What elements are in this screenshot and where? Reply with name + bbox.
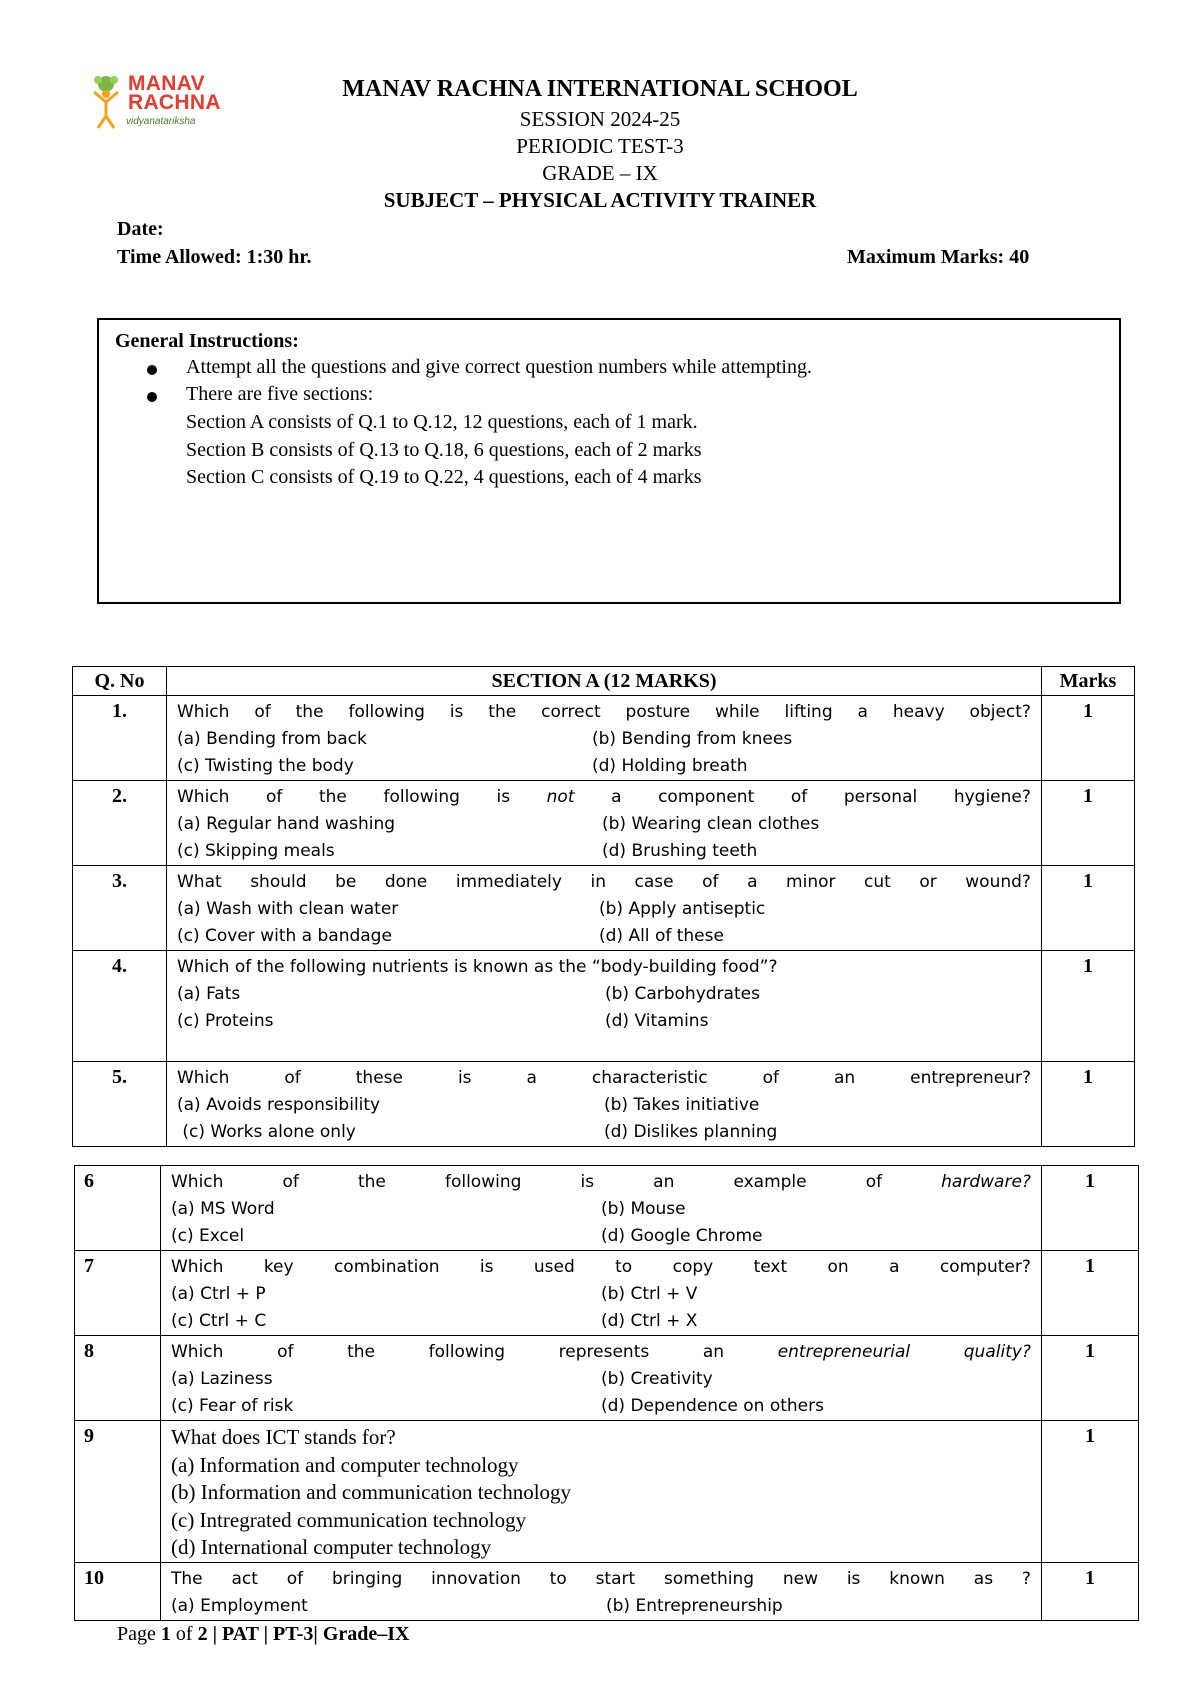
question-row <box>73 696 1135 781</box>
option-c: (c) Proteins <box>177 1011 274 1031</box>
question-number: 9 <box>75 1421 161 1563</box>
grade: GRADE – IX <box>542 161 658 185</box>
option-d: (d) International computer technology <box>171 1535 492 1559</box>
option-d: (d) Vitamins <box>605 1011 709 1031</box>
question-number: 10 <box>75 1563 161 1621</box>
question-row <box>75 1563 1139 1621</box>
question-marks: 1 <box>1042 1336 1139 1421</box>
option-a: (a) Information and computer technology <box>171 1452 519 1477</box>
option-b: (b) Bending from knees <box>592 729 793 749</box>
date-label: Date: <box>117 218 164 240</box>
question-text: The act of bringing innovation to start something new is known as ? <box>171 1569 1031 1589</box>
option-b: (b) Creativity <box>601 1369 713 1389</box>
option-c: (c) Excel <box>171 1226 245 1246</box>
question-text: What does ICT stands for? <box>171 1425 396 1449</box>
question-row <box>73 1062 1135 1147</box>
qno-header: Q. No <box>73 667 167 696</box>
instruction-1: Attempt all the questions and give correct question numbers while attempting. <box>186 356 812 378</box>
question-marks: 1 <box>1042 1421 1139 1563</box>
option-c: (c) Skipping meals <box>177 841 335 861</box>
option-b: (b) Takes initiative <box>604 1095 760 1115</box>
option-d: (d) Holding breath <box>592 756 748 776</box>
option-d: (d) All of these <box>599 926 724 946</box>
page-footer: Page 1 of 2 | PAT | PT-3| Grade–IX <box>117 1623 410 1645</box>
option-c: (c) Cover with a bandage <box>177 926 392 946</box>
option-a: (a) Avoids responsibility <box>177 1095 381 1115</box>
option-c: (c) Intregrated communication technology <box>171 1507 527 1532</box>
question-cell <box>161 1421 1042 1563</box>
question-text: Which of the following nutrients is known as the “body-building food”? <box>177 957 778 977</box>
option-b: (b) Wearing clean clothes <box>602 814 820 834</box>
option-c: (c) Ctrl + C <box>171 1311 267 1331</box>
question-text: Which of these is a characteristic of an entrepreneur? <box>177 1068 1031 1088</box>
option-a: (a) Laziness <box>171 1369 273 1389</box>
subject: SUBJECT – PHYSICAL ACTIVITY TRAINER <box>383 188 817 212</box>
question-text: Which of the following is an example of hardware? <box>171 1172 1031 1192</box>
instructions-heading: General Instructions: <box>115 330 299 352</box>
question-text: What should be done immediately in case of a minor cut or wound? <box>177 872 1031 892</box>
section-a-table <box>72 666 1135 1147</box>
question-text: Which of the following represents an entrepreneurial quality? <box>171 1342 1031 1362</box>
question-number: 2. <box>73 781 167 866</box>
question-number: 6 <box>75 1166 161 1251</box>
option-d: (d) Google Chrome <box>601 1226 763 1246</box>
option-a: (a) Wash with clean water <box>177 899 399 919</box>
question-row <box>73 866 1135 951</box>
option-d: (d) Ctrl + X <box>601 1311 698 1331</box>
question-marks: 1 <box>1042 1251 1139 1336</box>
question-cell <box>167 781 1042 866</box>
question-number: 1. <box>73 696 167 781</box>
logo-tagline: vidyanatariksha <box>126 116 196 127</box>
test-name: PERIODIC TEST-3 <box>516 134 684 158</box>
question-marks: 1 <box>1042 866 1135 951</box>
question-row <box>75 1421 1139 1563</box>
option-a: (a) Regular hand washing <box>177 814 396 834</box>
instruction-section-c: Section C consists of Q.19 to Q.22, 4 questions, each of 4 marks <box>186 466 702 488</box>
session: SESSION 2024-25 <box>519 107 681 131</box>
question-row <box>75 1166 1139 1251</box>
question-cell <box>161 1166 1042 1251</box>
question-marks: 1 <box>1042 1563 1139 1621</box>
question-cell <box>161 1336 1042 1421</box>
option-b: (b) Ctrl + V <box>601 1284 698 1304</box>
question-row <box>73 951 1135 1062</box>
question-marks: 1 <box>1042 781 1135 866</box>
question-text: Which key combination is used to copy text on a computer? <box>171 1257 1031 1277</box>
question-row <box>73 781 1135 866</box>
question-text: Which of the following is the correct posture while lifting a heavy object? <box>177 702 1031 722</box>
question-cell <box>167 1062 1042 1147</box>
question-marks: 1 <box>1042 951 1135 1062</box>
question-marks: 1 <box>1042 696 1135 781</box>
question-number: 8 <box>75 1336 161 1421</box>
question-cell <box>161 1251 1042 1336</box>
option-a: (a) Ctrl + P <box>171 1284 266 1304</box>
question-row <box>75 1251 1139 1336</box>
question-cell <box>167 866 1042 951</box>
option-a: (a) Bending from back <box>177 729 367 749</box>
option-b: (b) Mouse <box>601 1199 686 1219</box>
option-a: (a) Employment <box>171 1596 308 1616</box>
instruction-section-a: Section A consists of Q.1 to Q.12, 12 questions, each of 1 mark. <box>186 411 698 433</box>
option-d: (d) Dislikes planning <box>604 1122 778 1142</box>
option-b: (b) Apply antiseptic <box>599 899 766 919</box>
question-number: 4. <box>73 951 167 1062</box>
school-name: MANAV RACHNA INTERNATIONAL SCHOOL <box>342 76 858 102</box>
question-text: Which of the following is not a component of personal hygiene? <box>177 787 1031 807</box>
question-number: 5. <box>73 1062 167 1147</box>
option-d: (d) Brushing teeth <box>602 841 758 861</box>
option-c: (c) Twisting the body <box>177 756 354 776</box>
general-instructions-box <box>97 318 1121 604</box>
question-cell <box>167 951 1042 1062</box>
marks-header: Marks <box>1042 667 1135 696</box>
question-marks: 1 <box>1042 1062 1135 1147</box>
logo-wordmark: MANAV RACHNA <box>128 72 221 114</box>
option-d: (d) Dependence on others <box>601 1396 824 1416</box>
question-marks: 1 <box>1042 1166 1139 1251</box>
question-cell <box>167 696 1042 781</box>
maximum-marks: Maximum Marks: 40 <box>847 246 1030 268</box>
question-cell <box>161 1563 1042 1621</box>
question-number: 7 <box>75 1251 161 1336</box>
question-row <box>75 1336 1139 1421</box>
section-a-table-continued <box>74 1165 1139 1621</box>
question-number: 3. <box>73 866 167 951</box>
bullet-icon <box>147 365 157 375</box>
table-header-row <box>73 667 1135 696</box>
option-b: (b) Entrepreneurship <box>606 1596 783 1616</box>
option-c: (c) Fear of risk <box>171 1396 294 1416</box>
option-c: (c) Works alone only <box>177 1122 356 1142</box>
time-allowed: Time Allowed: 1:30 hr. <box>117 246 312 268</box>
section-header: SECTION A (12 MARKS) <box>167 667 1042 696</box>
option-b: (b) Carbohydrates <box>605 984 760 1004</box>
instruction-2: There are five sections: <box>186 383 374 405</box>
option-a: (a) MS Word <box>171 1199 275 1219</box>
instruction-section-b: Section B consists of Q.13 to Q.18, 6 questions, each of 2 marks <box>186 439 702 461</box>
bullet-icon <box>147 392 157 402</box>
option-b: (b) Information and communication technology <box>171 1480 572 1504</box>
option-a: (a) Fats <box>177 984 241 1004</box>
